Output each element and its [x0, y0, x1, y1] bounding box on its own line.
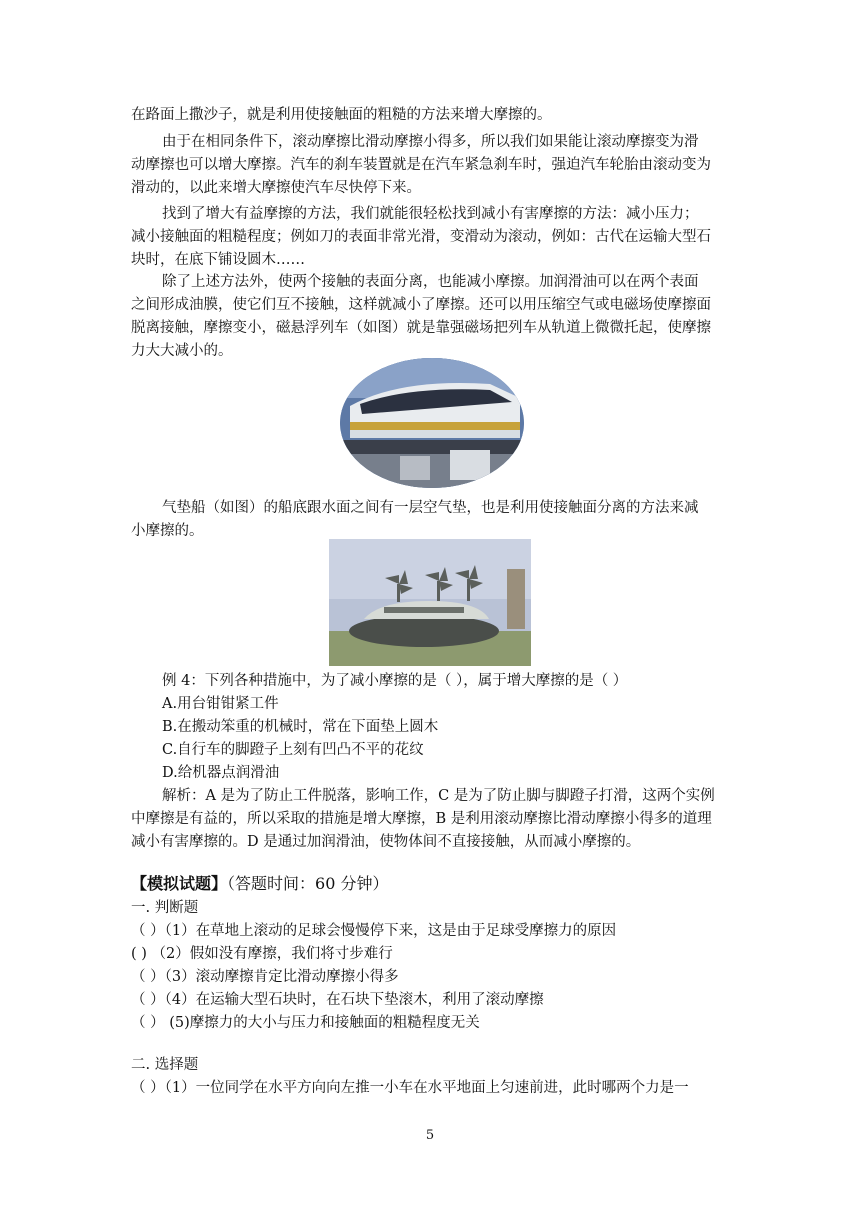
paragraph-line: 除了上述方法外，使两个接触的表面分离，也能减小摩擦。加润滑油可以在两个表面	[162, 274, 699, 290]
choice-question: （ ）（1）一位同学在水平方向向左推一小车在水平地面上匀速前进，此时哪两个力是一	[131, 1080, 689, 1096]
true-false-question: （ ）（1）在草地上滚动的足球会慢慢停下来，这是由于足球受摩擦力的原因	[131, 923, 617, 939]
option-b: B.在搬动笨重的机械时，常在下面垫上圆木	[162, 719, 439, 735]
true-false-question: ( ) （2）假如没有摩擦，我们将寸步难行	[131, 946, 393, 962]
page-number: 5	[425, 1128, 435, 1143]
paragraph-line: 气垫船（如图）的船底跟水面之间有一层空气垫，也是利用使接触面分离的方法来减	[162, 500, 699, 516]
exam-time: （答题时间：60 分钟）	[227, 874, 389, 893]
hovercraft-image	[329, 539, 531, 666]
paragraph-line: 小摩擦的。	[131, 523, 204, 539]
section-heading: 二. 选择题	[131, 1057, 199, 1073]
option-a: A.用台钳钳紧工件	[162, 696, 279, 712]
exam-title	[131, 873, 731, 895]
true-false-question: （ ）（4）在运输大型石块时，在石块下垫滚木，利用了滚动摩擦	[131, 992, 544, 1008]
option-c: C.自行车的脚蹬子上刻有凹凸不平的花纹	[162, 742, 424, 758]
section-heading: 一. 判断题	[131, 900, 199, 916]
paragraph-line: 滑动的，以此来增大摩擦使汽车尽快停下来。	[131, 180, 421, 196]
paragraph-line: 之间形成油膜，使它们互不接触，这样就减小了摩擦。还可以用压缩空气或电磁场使摩擦面	[131, 297, 711, 313]
paragraph-line: 块时，在底下铺设圆木……	[131, 252, 305, 268]
maglev-train-image	[340, 358, 524, 488]
paragraph-line: 动摩擦也可以增大摩擦。汽车的刹车装置就是在汽车紧急刹车时，强迫汽车轮胎由滚动变为	[131, 157, 711, 173]
analysis-line: 中摩擦是有益的，所以采取的措施是增大摩擦，B 是利用滚动摩擦比滑动摩擦小得多的道理	[131, 811, 712, 827]
paragraph-line: 在路面上撒沙子，就是利用使接触面的粗糙的方法来增大摩擦的。	[131, 107, 552, 123]
paragraph-line: 力大大减小的。	[131, 343, 233, 359]
paragraph-line: 脱离接触，摩擦变小，磁悬浮列车（如图）就是靠强磁场把列车从轨道上微微托起，使摩擦	[131, 320, 711, 336]
true-false-question: （ ）（3）滚动摩擦肯定比滑动摩擦小得多	[131, 969, 399, 985]
example-question: 例 4：下列各种措施中，为了减小摩擦的是（ ），属于增大摩擦的是（ ）	[162, 673, 628, 689]
paragraph-line: 找到了增大有益摩擦的方法，我们就能很轻松找到减小有害摩擦的方法：减小压力；	[162, 206, 699, 222]
paragraph-line: 由于在相同条件下，滚动摩擦比滑动摩擦小得多，所以我们如果能让滚动摩擦变为滑	[162, 134, 699, 150]
analysis-line: 减小有害摩擦的。D 是通过加润滑油，使物体间不直接接触，从而减小摩擦的。	[131, 834, 641, 850]
analysis-line: 解析：A 是为了防止工件脱落，影响工作，C 是为了防止脚与脚蹬子打滑，这两个实例	[162, 788, 715, 804]
true-false-question: （ ） (5)摩擦力的大小与压力和接触面的粗糙程度无关	[131, 1015, 480, 1031]
paragraph-line: 减小接触面的粗糙程度；例如刀的表面非常光滑，变滑动为滚动，例如：古代在运输大型石	[131, 229, 711, 245]
exam-title-text: 【模拟试题】	[131, 874, 228, 893]
option-d: D.给机器点润滑油	[162, 765, 280, 781]
